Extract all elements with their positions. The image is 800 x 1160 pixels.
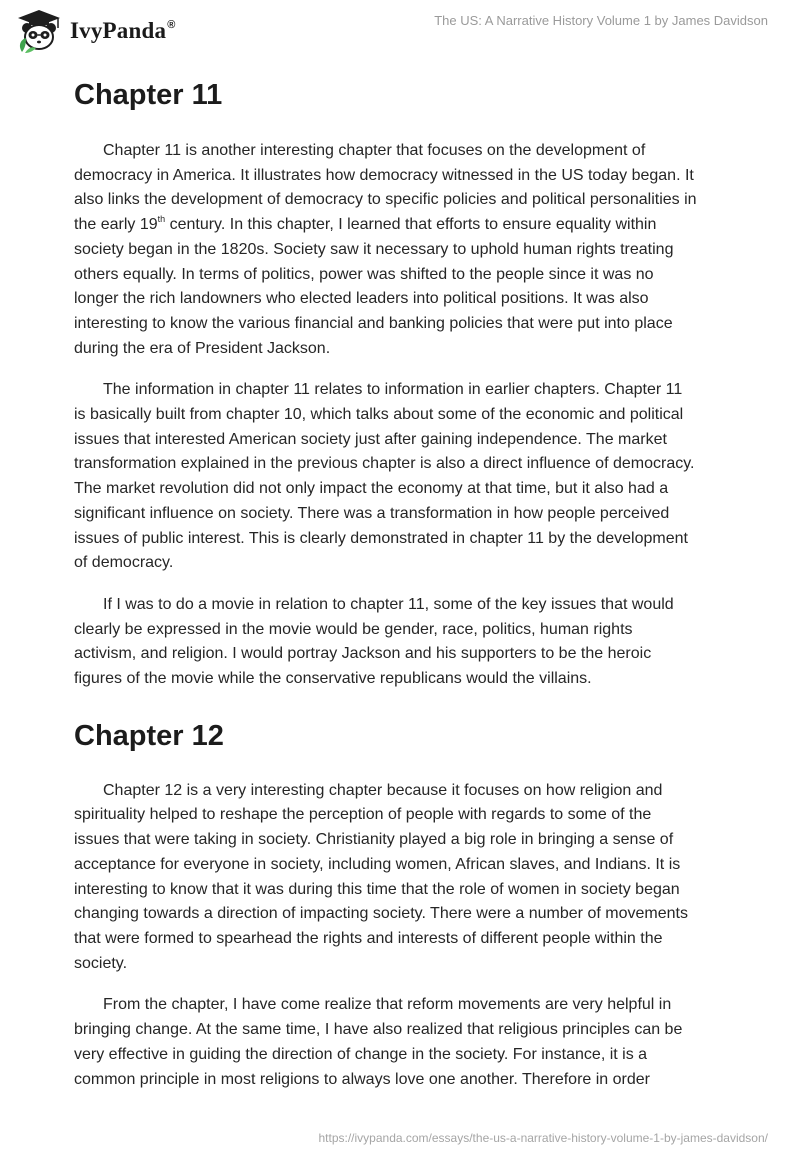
document-title: The US: A Narrative History Volume 1 by James Davidson: [434, 13, 768, 28]
chapter-12-heading: Chapter 12: [74, 719, 224, 752]
page-header: [0, 0, 800, 60]
chapter-11-heading: Chapter 11: [74, 79, 223, 111]
essay-body: [74, 70, 726, 1109]
chapter-12-paragraph-2: From the chapter, I have come realize that reform movements are very helpful in bringing change. At the same time, I have also realized that religious principles can be very effective in guiding the direction of change in the society. For instance, it is a common principle in most religions to always love one another. Therefore in order: [74, 996, 683, 1088]
panda-graduate-icon: [14, 8, 64, 54]
ivypanda-logo[interactable]: [14, 8, 176, 54]
registered-mark: ®: [167, 19, 176, 31]
chapter-11-paragraph-2: The information in chapter 11 relates to information in earlier chapters. Chapter 11 is basically built from chapter 10, which talks about some of the economic and political issues that interested American society just after gaining independence. The market transformation explained in the previous chapter is also a direct influence of democracy. The market revolution did not only impact the economy at that time, but it also had a significant influence on society. There was a transformation in how people perceived issues of public interest. This is clearly demonstrated in chapter 11 by the development of democracy.: [74, 381, 695, 572]
source-url[interactable]: https://ivypanda.com/essays/the-us-a-narrative-history-volume-1-by-james-davidson/: [318, 1131, 768, 1145]
chapter-12-paragraph-1: Chapter 12 is a very interesting chapter because it focuses on how religion and spirituality helped to reshape the perception of people with regards to some of the issues that were taking in society. Christianity played a big role in bringing a sense of acceptance for everyone in society, including women, African slaves, and Indians. It is interesting to know that it was during this time that the role of women in society began changing towards a direction of impacting society. There were a number of movements that were formed to spearhead the rights and interests of different people within the society.: [74, 781, 688, 972]
brand-name: IvyPanda®: [70, 18, 176, 43]
chapter-11-paragraph-1: Chapter 11 is another interesting chapter that focuses on the development of democracy in America. It illustrates how democracy witnessed in the US today began. It also links the development of democracy to specific policies and political personalities in the early 19th century. In this chapter, I learned that efforts to ensure equality within society began in the 1820s. Society saw it necessary to uphold human rights treating others equally. In terms of politics, power was shifted to the people since it was no longer the rich landowners who elected leaders into political positions. It was also interesting to know the various financial and banking policies that were put into place during the era of President Jackson.: [74, 142, 697, 357]
chapter-11-paragraph-3: If I was to do a movie in relation to chapter 11, some of the key issues that would clearly be expressed in the movie would be gender, race, politics, human rights activism, and religion. I would portray Jackson and his supporters to be the heroic figures of the movie while the conservative republicans would the villains.: [74, 595, 674, 688]
